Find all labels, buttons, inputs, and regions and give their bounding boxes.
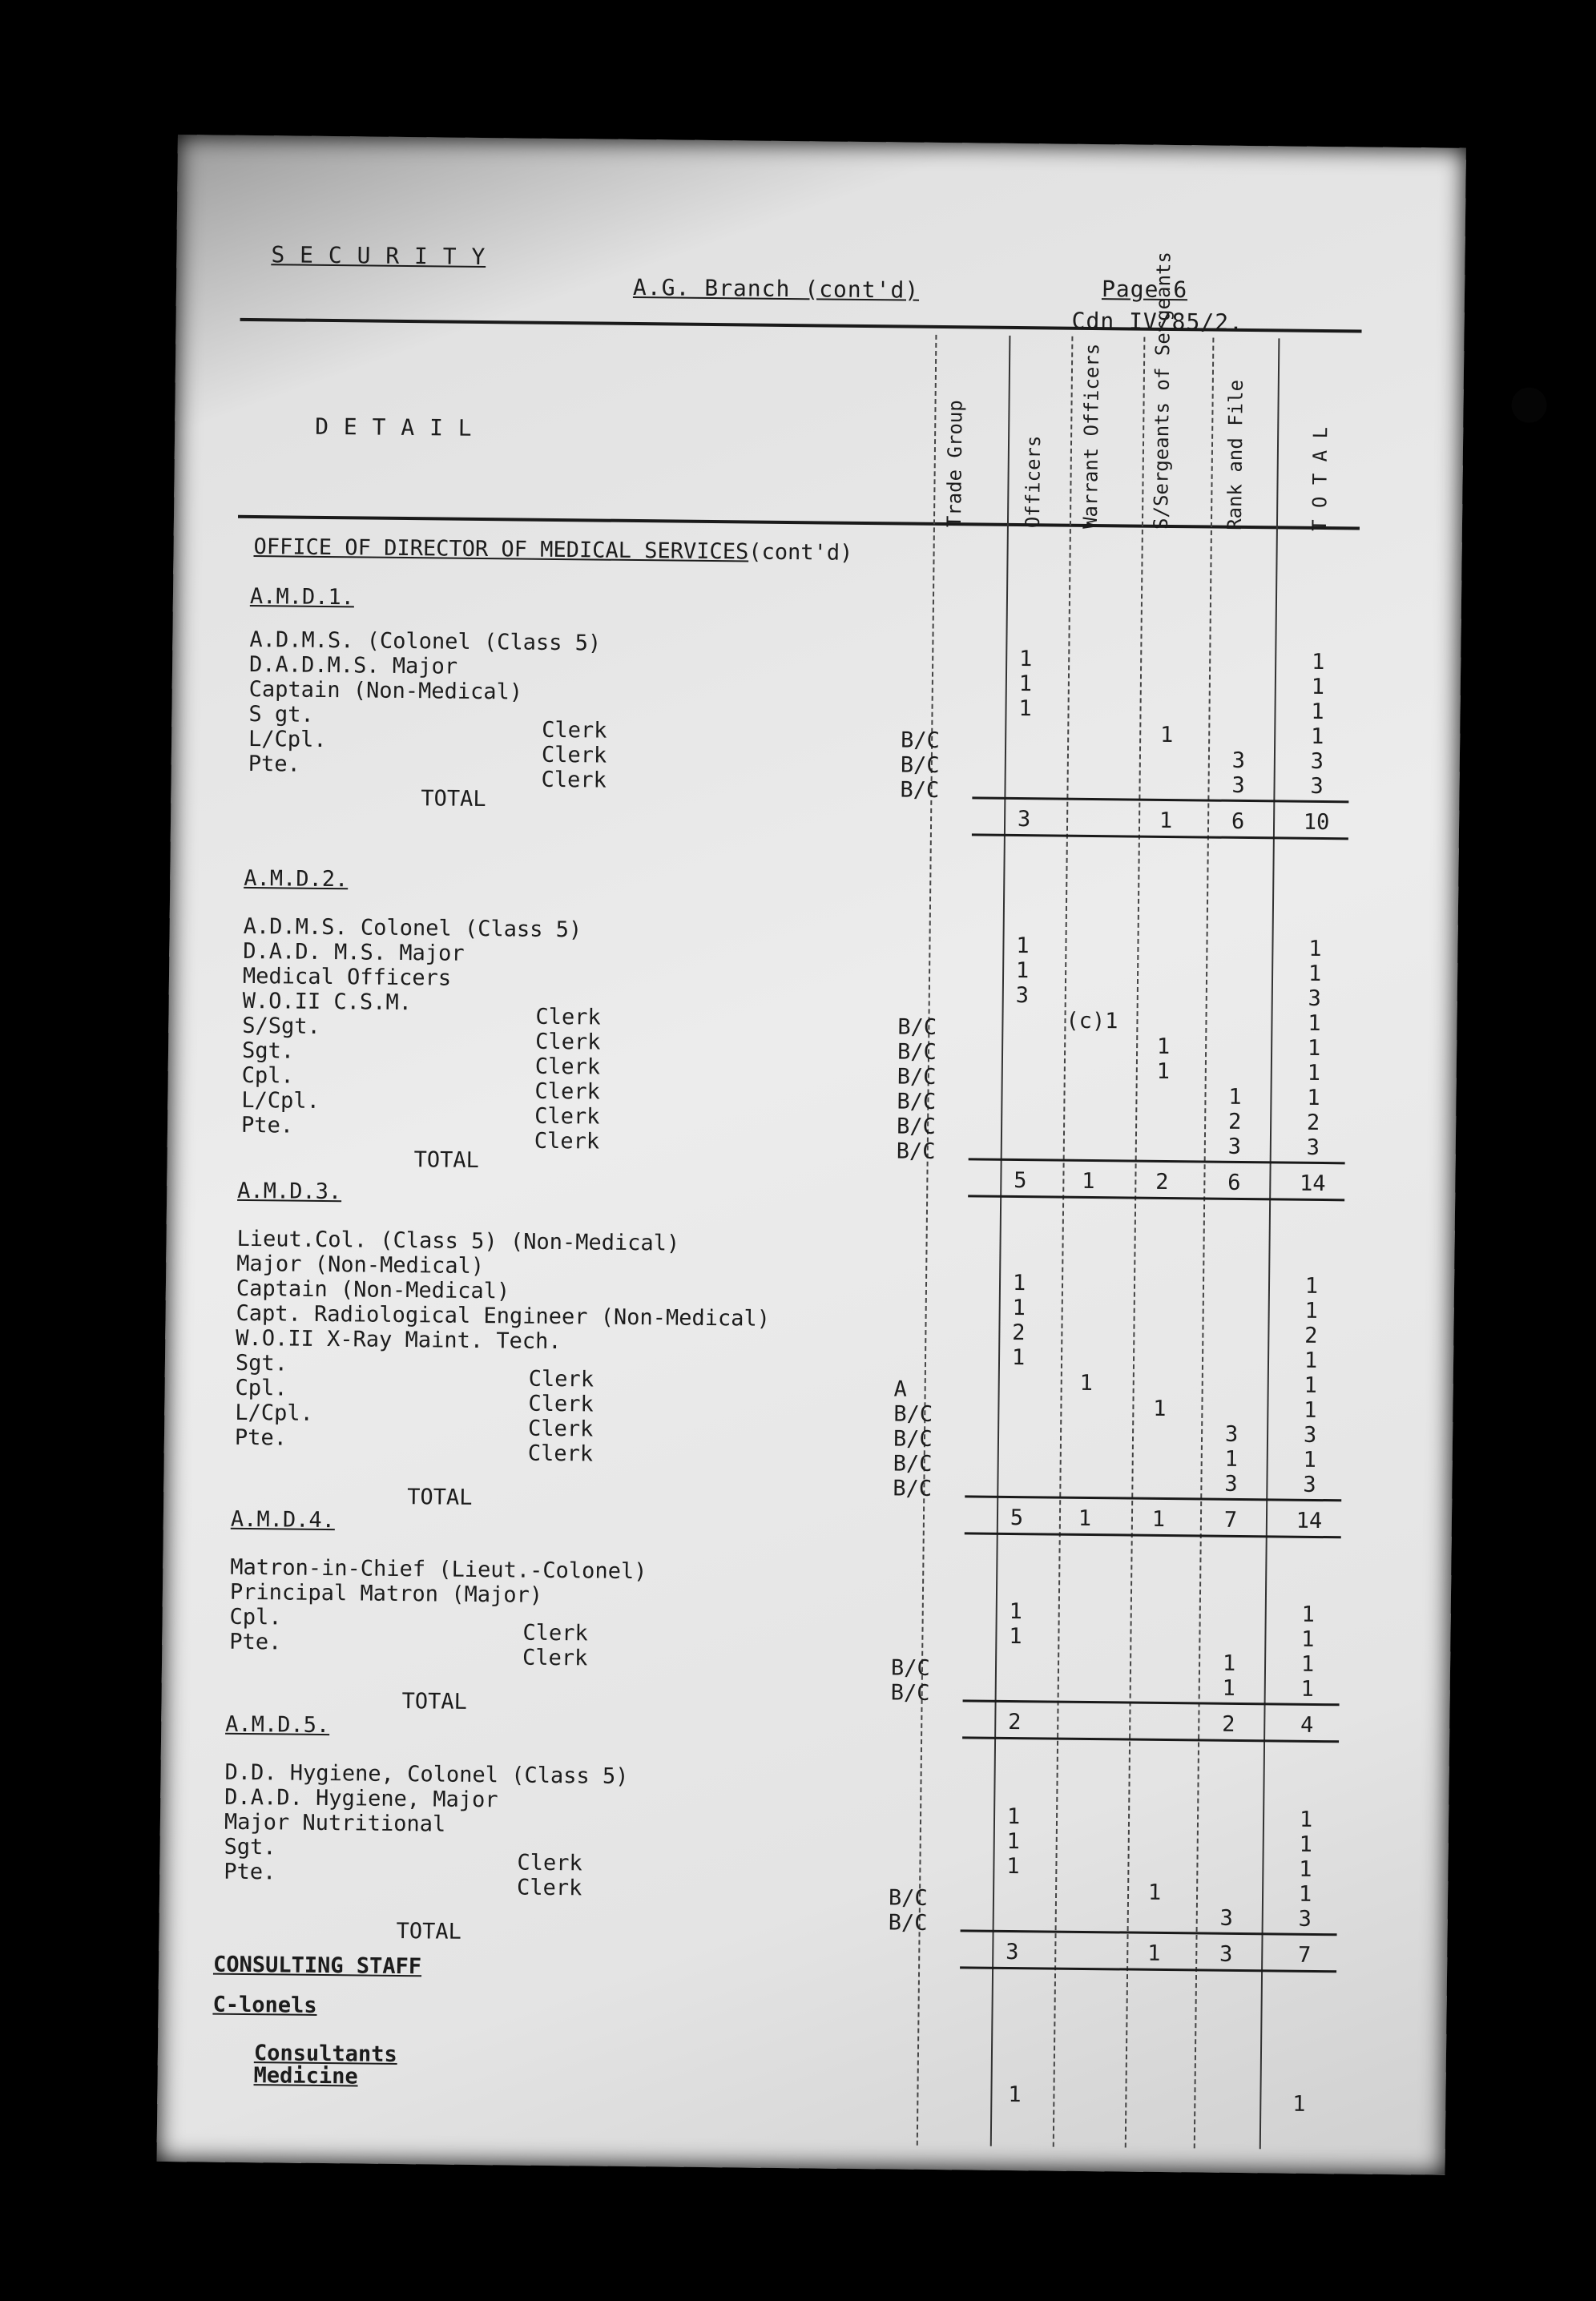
row-sgt-value: 1 bbox=[1147, 1880, 1162, 1905]
row-detail: Cpl. bbox=[235, 1375, 288, 1401]
total-tot-value: 4 bbox=[1300, 1712, 1314, 1738]
row-trade-group: B/C bbox=[893, 1401, 933, 1427]
row-detail: D.D. Hygiene, Colonel (Class 5) bbox=[224, 1759, 629, 1790]
row-tot-value: 2 bbox=[1304, 1323, 1318, 1348]
row-detail: Pte. bbox=[229, 1629, 282, 1655]
row-trade-group: B/C bbox=[893, 1476, 933, 1501]
section-title: A.M.D.5. bbox=[225, 1711, 330, 1739]
trade-group-header: Trade Group bbox=[942, 400, 967, 528]
total-sgt-value: 1 bbox=[1151, 1506, 1166, 1532]
total-column-header: T O T A L bbox=[1308, 426, 1332, 532]
row-trade-group: B/C bbox=[900, 752, 940, 778]
reference-number: Cdn IV/85/2. bbox=[1071, 307, 1244, 336]
row-tot-value: 3 bbox=[1308, 985, 1322, 1012]
row-trade: Clerk bbox=[541, 767, 607, 793]
punch-hole bbox=[1511, 387, 1546, 422]
total-tot-value: 14 bbox=[1296, 1508, 1323, 1534]
row-detail: Major (Non-Medical) bbox=[236, 1251, 485, 1279]
row-off-value: 1 bbox=[1011, 1344, 1026, 1371]
medicine-heading: Medicine bbox=[253, 2063, 358, 2089]
total-rf-value: 6 bbox=[1227, 1170, 1241, 1195]
row-trade: Clerk bbox=[527, 1441, 594, 1467]
row-tot-value: 1 bbox=[1311, 699, 1324, 725]
row-detail: D.A.D. M.S. Major bbox=[243, 938, 465, 966]
row-trade-group: B/C bbox=[897, 1064, 937, 1090]
row-trade: Clerk bbox=[528, 1391, 594, 1417]
row-trade: Clerk bbox=[534, 1103, 600, 1130]
row-detail: A.D.M.S. (Colonel (Class 5) bbox=[249, 627, 602, 656]
branch-title: A.G. Branch (cont'd) bbox=[632, 273, 920, 304]
row-rf-value: 1 bbox=[1228, 1084, 1242, 1110]
row-tot-value: 1 bbox=[1303, 1447, 1317, 1473]
consultants-heading: Consultants bbox=[253, 2041, 397, 2067]
row-rf-value: 3 bbox=[1224, 1421, 1239, 1447]
total-rf-value: 3 bbox=[1219, 1941, 1233, 1967]
consulting-staff-title: CONSULTING STAFF bbox=[212, 1952, 422, 1980]
total-rf-value: 7 bbox=[1223, 1507, 1238, 1533]
row-rf-value: 1 bbox=[1222, 1675, 1236, 1701]
section-title: A.M.D.3. bbox=[237, 1178, 342, 1205]
rank-and-file-header: Rank and File bbox=[1223, 379, 1247, 530]
row-detail: Sgt. bbox=[224, 1834, 276, 1860]
row-detail: A.D.M.S. Colonel (Class 5) bbox=[243, 913, 582, 943]
office-title-suffix: (cont'd) bbox=[748, 539, 853, 566]
row-detail: Captain (Non-Medical) bbox=[236, 1275, 510, 1304]
row-detail: D.A.D. Hygiene, Major bbox=[224, 1784, 498, 1813]
row-trade: Clerk bbox=[522, 1620, 588, 1646]
trade-group-divider bbox=[917, 335, 937, 2146]
row-off-value: 1 bbox=[1012, 1270, 1026, 1296]
row-detail: S gt. bbox=[248, 701, 314, 727]
total-label: TOTAL bbox=[396, 1918, 461, 1944]
row-detail: Sgt. bbox=[241, 1038, 295, 1064]
row-detail: S/Sgt. bbox=[242, 1013, 321, 1039]
row-detail: L/Cpl. bbox=[235, 1400, 314, 1426]
row-off-value: 1 bbox=[1018, 696, 1032, 722]
row-trade: Clerk bbox=[534, 1054, 601, 1080]
row-tot-value: 1 bbox=[1311, 674, 1325, 700]
total-tot-value: 7 bbox=[1297, 1942, 1312, 1968]
sergeants-divider bbox=[1125, 337, 1146, 2148]
row-off-value: 1 bbox=[1009, 1598, 1023, 1625]
row-rf-value: 2 bbox=[1227, 1109, 1242, 1134]
detail-column-header: D E T A I L bbox=[315, 413, 473, 441]
row-detail: Capt. Radiological Engineer (Non-Medical) bbox=[236, 1300, 771, 1332]
row-tot-value: 1 bbox=[1307, 1035, 1321, 1061]
row-tot-value: 3 bbox=[1303, 1472, 1316, 1497]
total-sgt-value: 2 bbox=[1155, 1169, 1169, 1195]
row-detail: D.A.D.M.S. Major bbox=[248, 651, 458, 679]
row-detail: Sgt. bbox=[235, 1350, 288, 1376]
total-tot-value: 10 bbox=[1303, 809, 1330, 836]
warrant-divider bbox=[1053, 336, 1074, 2147]
security-heading: S E C U R I T Y bbox=[271, 241, 486, 271]
row-tot-value: 1 bbox=[1300, 1676, 1315, 1702]
row-tot-value: 3 bbox=[1306, 1134, 1320, 1160]
warrant-officers-header: Warrant Officers bbox=[1078, 343, 1104, 530]
row-off-value: 2 bbox=[1012, 1320, 1026, 1346]
row-trade: Clerk bbox=[542, 717, 607, 743]
row-tot-value: 2 bbox=[1306, 1110, 1320, 1135]
row-tot-value: 1 bbox=[1304, 1372, 1318, 1398]
row-trade-group: A bbox=[893, 1376, 908, 1402]
row-trade-group: B/C bbox=[900, 777, 940, 803]
row-trade-group: B/C bbox=[890, 1680, 930, 1706]
column-header-rule bbox=[238, 515, 1360, 530]
row-detail: Principal Matron (Major) bbox=[229, 1579, 543, 1608]
consulting-officers-value: 1 bbox=[1008, 2081, 1022, 2108]
row-off-value: 1 bbox=[1018, 671, 1033, 697]
row-rf-value: 3 bbox=[1224, 1471, 1238, 1497]
sergeants-header: S/Sergeants of Sergeants bbox=[1149, 251, 1175, 530]
row-detail: Pte. bbox=[248, 751, 300, 777]
total-label: TOTAL bbox=[413, 1147, 480, 1174]
consulting-total-value: 1 bbox=[1292, 2091, 1306, 2117]
row-off-value: 1 bbox=[1018, 647, 1033, 672]
total-sgt-value: 1 bbox=[1147, 1940, 1161, 1966]
row-tot-value: 3 bbox=[1310, 748, 1324, 775]
row-detail: L/Cpl. bbox=[248, 726, 327, 752]
row-tot-value: 1 bbox=[1300, 1651, 1315, 1677]
row-detail: Cpl. bbox=[241, 1062, 294, 1089]
row-off-value: 1 bbox=[1015, 958, 1030, 984]
row-trade: Clerk bbox=[517, 1850, 582, 1876]
row-sgt-value: 1 bbox=[1156, 1034, 1171, 1060]
row-off-value: 1 bbox=[1006, 1853, 1020, 1880]
row-trade: Clerk bbox=[535, 1029, 601, 1055]
row-trade-group: B/C bbox=[888, 1910, 928, 1936]
row-detail: W.O.II X-Ray Maint. Tech. bbox=[236, 1325, 562, 1355]
row-tot-value: 1 bbox=[1308, 961, 1322, 987]
row-rf-value: 1 bbox=[1222, 1650, 1236, 1676]
row-trade-group: B/C bbox=[893, 1451, 933, 1477]
row-tot-value: 1 bbox=[1307, 1060, 1321, 1086]
total-divider bbox=[1259, 338, 1280, 2149]
total-off-value: 3 bbox=[1005, 1939, 1019, 1965]
row-wo-value: (c)1 bbox=[1066, 1008, 1118, 1034]
row-trade-group: B/C bbox=[896, 1114, 937, 1139]
total-label: TOTAL bbox=[407, 1485, 473, 1510]
row-off-value: 3 bbox=[1015, 983, 1030, 1009]
row-tot-value: 1 bbox=[1298, 1881, 1312, 1907]
colonels-heading: C-lonels bbox=[212, 1992, 317, 2018]
row-tot-value: 1 bbox=[1310, 723, 1324, 750]
row-trade: Clerk bbox=[535, 1004, 601, 1030]
row-tot-value: 1 bbox=[1304, 1273, 1319, 1299]
row-off-value: 1 bbox=[1009, 1623, 1022, 1650]
total-wo-value: 1 bbox=[1082, 1168, 1095, 1195]
total-wo-value: 1 bbox=[1078, 1505, 1092, 1532]
total-label: TOTAL bbox=[401, 1689, 467, 1715]
row-sgt-value: 1 bbox=[1159, 722, 1174, 748]
row-tot-value: 3 bbox=[1310, 773, 1324, 800]
row-trade: Clerk bbox=[534, 1128, 600, 1155]
row-rf-value: 1 bbox=[1224, 1446, 1239, 1472]
row-trade-group: B/C bbox=[897, 1014, 937, 1040]
row-rf-value: 3 bbox=[1231, 748, 1246, 773]
row-trade-group: B/C bbox=[897, 1039, 937, 1065]
row-detail: Pte. bbox=[240, 1112, 294, 1138]
row-tot-value: 1 bbox=[1304, 1298, 1318, 1324]
total-rf-value: 6 bbox=[1231, 808, 1245, 834]
row-detail: Pte. bbox=[224, 1859, 276, 1885]
section-title: A.M.D.1. bbox=[249, 583, 355, 611]
row-trade-group: B/C bbox=[900, 727, 941, 753]
row-rf-value: 3 bbox=[1219, 1905, 1234, 1931]
row-trade-group: B/C bbox=[893, 1426, 933, 1452]
row-off-value: 1 bbox=[1016, 933, 1030, 959]
row-detail: Major Nutritional bbox=[224, 1809, 446, 1837]
row-tot-value: 1 bbox=[1299, 1807, 1313, 1832]
row-tot-value: 1 bbox=[1301, 1602, 1316, 1627]
row-tot-value: 1 bbox=[1301, 1626, 1315, 1652]
row-trade-group: B/C bbox=[890, 1655, 930, 1681]
row-wo-value: 1 bbox=[1079, 1370, 1094, 1396]
row-detail: W.O.II C.S.M. bbox=[242, 988, 413, 1016]
total-off-value: 2 bbox=[1008, 1709, 1022, 1735]
row-trade: Clerk bbox=[522, 1645, 588, 1671]
row-trade-group: B/C bbox=[896, 1138, 936, 1164]
row-trade: Clerk bbox=[534, 1078, 600, 1105]
row-trade-group: B/C bbox=[897, 1089, 937, 1114]
row-off-value: 1 bbox=[1006, 1828, 1021, 1855]
row-trade-group: B/C bbox=[888, 1885, 928, 1911]
row-tot-value: 3 bbox=[1303, 1422, 1317, 1448]
row-sgt-value: 1 bbox=[1153, 1396, 1167, 1422]
row-tot-value: 1 bbox=[1299, 1856, 1312, 1882]
row-detail: L/Cpl. bbox=[241, 1087, 320, 1114]
section-title: A.M.D.4. bbox=[230, 1506, 336, 1533]
office-heading bbox=[253, 534, 852, 566]
row-tot-value: 1 bbox=[1307, 1085, 1320, 1110]
row-off-value: 1 bbox=[1012, 1295, 1026, 1321]
row-trade: Clerk bbox=[527, 1416, 594, 1442]
total-tot-value: 14 bbox=[1299, 1171, 1326, 1197]
row-trade: Clerk bbox=[516, 1875, 582, 1901]
row-detail: Pte. bbox=[234, 1425, 288, 1451]
row-detail: Medical Officers bbox=[242, 963, 452, 991]
officers-header: Officers bbox=[1021, 435, 1046, 529]
row-detail: Captain (Non-Medical) bbox=[248, 676, 523, 705]
row-off-value: 1 bbox=[1006, 1803, 1021, 1830]
row-detail: Lieut.Col. (Class 5) (Non-Medical) bbox=[236, 1226, 680, 1256]
total-label: TOTAL bbox=[421, 786, 486, 812]
row-tot-value: 3 bbox=[1298, 1906, 1312, 1932]
total-rf-value: 2 bbox=[1221, 1711, 1235, 1737]
row-detail: Matron-in-Chief (Lieut.-Colonel) bbox=[230, 1554, 647, 1585]
section-title: A.M.D.2. bbox=[244, 865, 349, 893]
row-tot-value: 1 bbox=[1304, 1397, 1317, 1423]
rank-file-divider bbox=[1194, 338, 1215, 2149]
page-number: Page 6 bbox=[1101, 276, 1188, 304]
total-off-value: 5 bbox=[1010, 1505, 1024, 1531]
row-tot-value: 1 bbox=[1311, 649, 1325, 675]
row-tot-value: 1 bbox=[1308, 1010, 1321, 1036]
total-off-value: 5 bbox=[1014, 1167, 1027, 1194]
row-trade: Clerk bbox=[541, 742, 607, 768]
total-sgt-value: 1 bbox=[1159, 808, 1173, 834]
row-rf-value: 3 bbox=[1231, 772, 1245, 798]
row-sgt-value: 1 bbox=[1156, 1058, 1171, 1085]
row-tot-value: 1 bbox=[1308, 936, 1322, 962]
document-sheet bbox=[157, 135, 1466, 2175]
row-detail: Cpl. bbox=[229, 1604, 282, 1630]
row-rf-value: 3 bbox=[1227, 1134, 1242, 1159]
row-trade: Clerk bbox=[528, 1366, 594, 1392]
row-tot-value: 1 bbox=[1304, 1348, 1318, 1373]
row-tot-value: 1 bbox=[1299, 1832, 1313, 1857]
total-off-value: 3 bbox=[1017, 807, 1031, 832]
office-title: OFFICE OF DIRECTOR OF MEDICAL SERVICES bbox=[253, 534, 749, 565]
